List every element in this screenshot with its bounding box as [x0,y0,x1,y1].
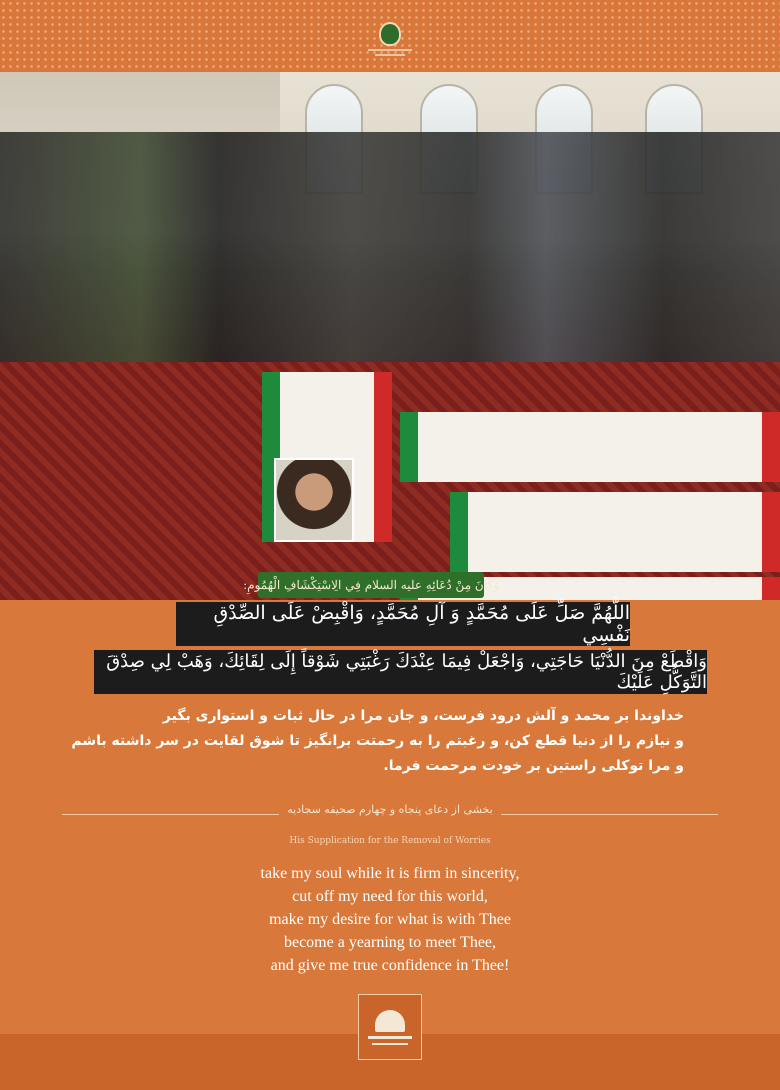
logo-bar [368,1036,412,1039]
persian-translation [71,704,684,779]
english-translation [0,862,780,977]
bottom-logo [358,994,422,1060]
source-reference [0,803,780,816]
crowd-of-mourners [0,132,780,362]
english-line: make my desire for what is with Thee [269,911,511,928]
arabic-text-line-2: وَاقْطَعْ مِنَ الدُّنْيَا حَاجَتِي، وَاجْعَلْ فِيمَا عِنْدَكَ رَغْبَتِي شَوْقاً إِلَى لِقَائِكَ، وَهَبْ لِي صِدْقَ التَّوَكُّلِ عَلَيْكَ [94,650,707,694]
arabic-text-line-1: اللَّهُمَّ صَلِّ عَلَى مُحَمَّدٍ وَ آلِ مُحَمَّدٍ، وَاقْبِضْ عَلَى الصِّدْقِ نَفْسِي [176,602,630,646]
flag-draped-coffin [400,412,780,482]
logo-text-line [375,54,405,56]
english-line: cut off my need for this world, [292,888,488,905]
dua-label: وَكَانَ مِنْ دُعَائِهِ عليه السلام فِي الِاسْتِكْشَافِ الْهُمُومِ: [243,578,499,592]
dome-icon [375,1010,405,1032]
logo-text-line [368,49,412,51]
english-line: become a yearning to meet Thee, [283,934,497,951]
martyr-portrait [274,458,354,542]
source-text: بخشی از دعای پنجاه و چهارم صحیفه سجادیه [279,803,500,816]
flag-draped-coffin [450,492,780,572]
dua-label-box [243,572,499,598]
logo-bar [372,1043,408,1045]
english-line: and give me true confidence in Thee! [270,957,510,974]
funeral-photo [0,72,780,600]
persian-line: و نیازم را از دنیا قطع کن، و رغبتم را به رحمتت برانگیز تا شوق لقایت در سر داشته باشم [71,733,684,749]
persian-line: خداوندا بر محمد و آلش درود فرست، و جان مرا در حال ثبات و استواری بگیر [162,708,684,724]
persian-line: و مرا توکلی راستین بر خودت مرحمت فرما. [383,758,684,774]
emblem-icon [379,22,401,46]
english-title: His Supplication for the Removal of Worries [289,836,491,846]
english-line: take my soul while it is firm in sincerity, [260,865,520,882]
